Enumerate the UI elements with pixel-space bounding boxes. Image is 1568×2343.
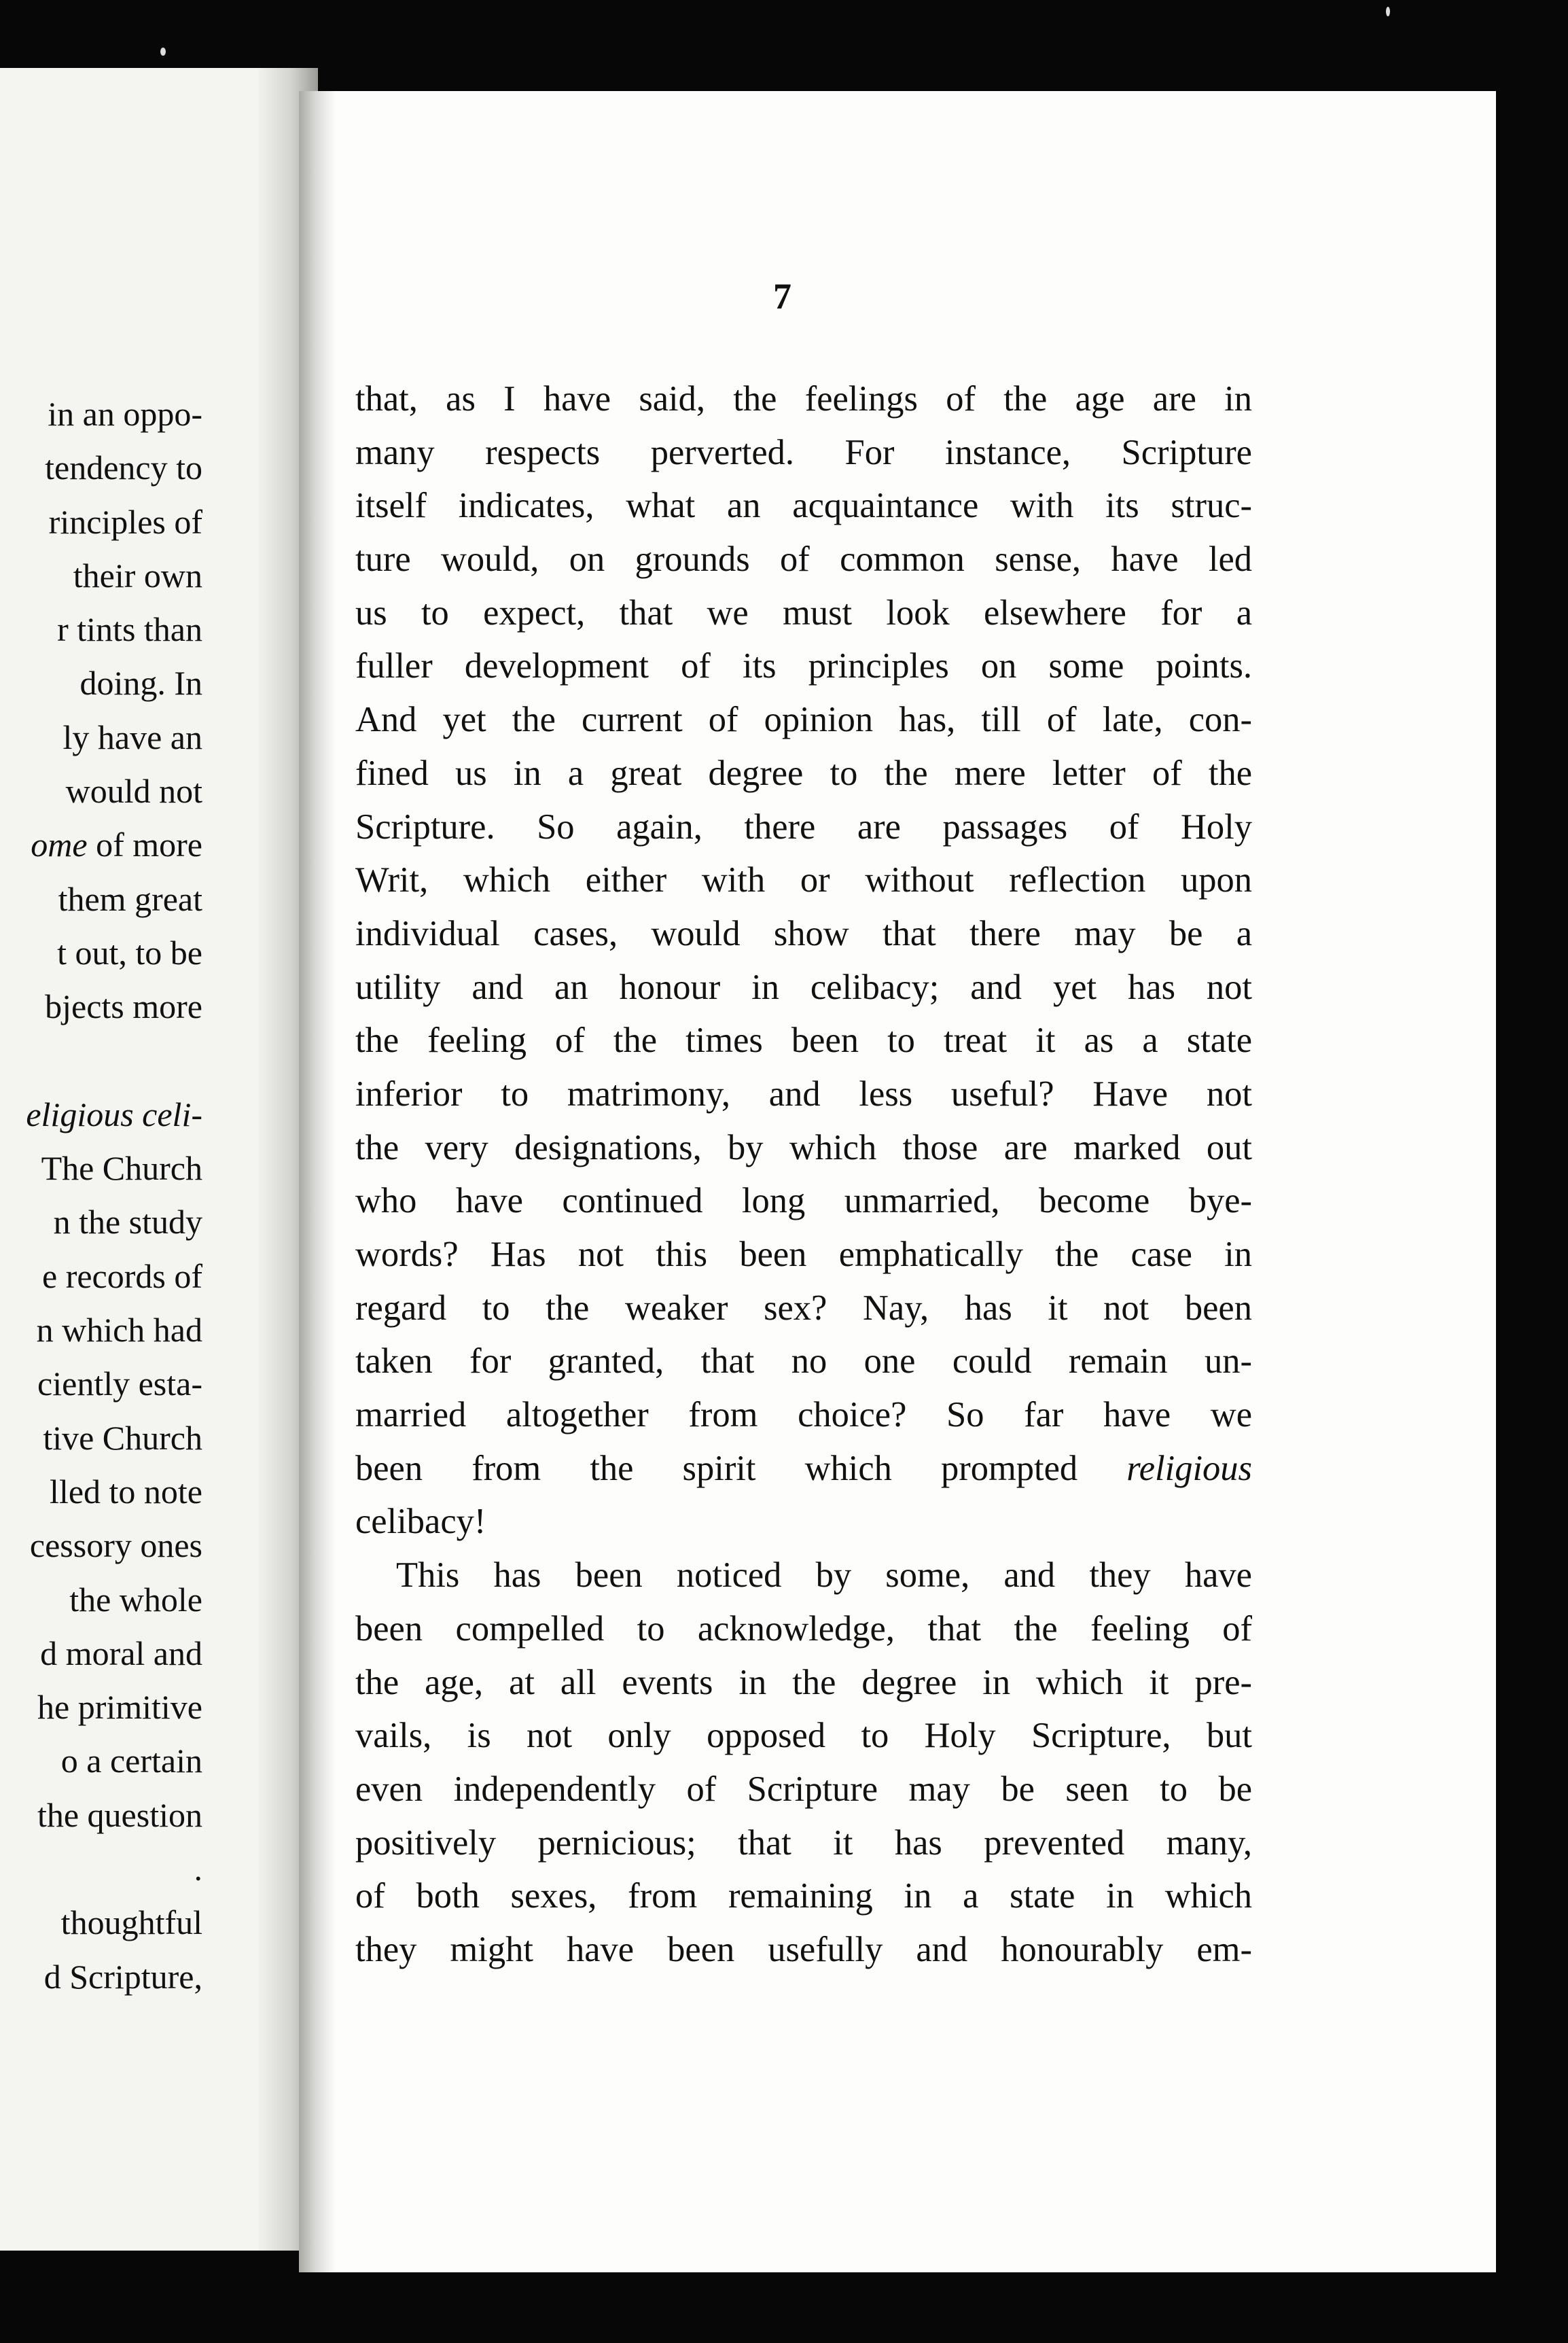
left-line: t out, to be (57, 933, 202, 972)
dust-speck (1386, 7, 1390, 16)
text-line: many respects perverted. For instance, Scripture (355, 432, 1252, 472)
left-line: d Scripture, (43, 1957, 202, 1996)
left-line: lled to note (50, 1472, 202, 1511)
text-line: fined us in a great degree to the mere letter of the (355, 753, 1252, 793)
left-line: bjects more (45, 987, 202, 1026)
left-line: would not (65, 772, 202, 811)
text-line: even independently of Scripture may be seen to be (355, 1769, 1252, 1809)
left-line: r tints than (57, 610, 202, 649)
left-line: rinciples of (48, 502, 202, 541)
text-line: married altogether from choice? So far have we (355, 1395, 1252, 1435)
body-text (355, 372, 1252, 1977)
text-line: ture would, on grounds of common sense, have led (355, 540, 1252, 580)
left-line: ome of more (31, 826, 202, 864)
text-line: the very designations, by which those are marked out (355, 1127, 1252, 1167)
text-line: the age, at all events in the degree in which it pre- (355, 1662, 1252, 1702)
left-line: . (194, 1850, 202, 1888)
text-line: of both sexes, from remaining in a state in which (355, 1876, 1252, 1916)
text-line: us to expect, that we must look elsewhere for a (355, 593, 1252, 633)
right-page-gutter-shadow (299, 91, 336, 2272)
left-line: the whole (69, 1580, 202, 1619)
left-line: tendency to (45, 448, 202, 487)
text-line: they might have been usefully and honourably em- (355, 1929, 1252, 1969)
left-page-text (26, 387, 202, 2004)
text-line: the feeling of the times been to treat it as a state (355, 1021, 1252, 1061)
text-line: that, as I have said, the feelings of the age are in (355, 379, 1252, 419)
text-line: utility and an honour in celibacy; and yet has not (355, 967, 1252, 1007)
left-line: cessory ones (29, 1526, 202, 1565)
left-line: the question (37, 1795, 202, 1834)
left-line: eligious celi- (26, 1095, 202, 1133)
text-line: inferior to matrimony, and less useful? Have not (355, 1074, 1252, 1114)
text-line: positively pernicious; that it has prevented many, (355, 1822, 1252, 1863)
text-line: words? Has not this been emphatically the case in (355, 1235, 1252, 1274)
left-line: d moral and (40, 1634, 202, 1672)
left-blank-line (26, 1034, 202, 1088)
text-line: This has been noticed by some, and they have (396, 1555, 1252, 1596)
italic-text: religious (1126, 1448, 1252, 1488)
left-line: ciently esta- (37, 1364, 202, 1403)
text-line: who have continued long unmarried, become bye- (355, 1181, 1252, 1221)
text-line: been compelled to acknowledge, that the feeling of (355, 1608, 1252, 1649)
left-line: their own (73, 556, 202, 595)
dust-speck (160, 48, 166, 56)
left-line: tive Church (43, 1418, 202, 1457)
left-line: e records of (42, 1256, 202, 1295)
left-line: in an oppo- (48, 395, 202, 433)
left-line: o a certain (60, 1742, 202, 1780)
left-line: them great (58, 879, 202, 918)
left-line: ly have an (63, 718, 202, 756)
text-line: individual cases, would show that there may be a (355, 913, 1252, 953)
text-line: And yet the current of opinion has, till of late, con- (355, 700, 1252, 740)
left-line: doing. In (79, 664, 202, 703)
text-line: Writ, which either with or without reflection upon (355, 860, 1252, 900)
text-line: vails, is not only opposed to Holy Scripture, but (355, 1716, 1252, 1756)
text-line: Scripture. So again, there are passages of Holy (355, 807, 1252, 847)
left-line: n the study (53, 1203, 202, 1241)
text-line: taken for granted, that no one could remain un- (355, 1341, 1252, 1381)
left-line: n which had (36, 1311, 202, 1350)
text-line: celibacy! (355, 1502, 486, 1542)
page-number: 7 (773, 276, 791, 317)
left-line: The Church (41, 1149, 202, 1188)
text-line: fuller development of its principles on some points. (355, 646, 1252, 686)
left-line: he primitive (37, 1688, 202, 1727)
left-line: thoughtful (60, 1903, 202, 1942)
text-line: regard to the weaker sex? Nay, has it not been (355, 1288, 1252, 1328)
text-line: itself indicates, what an acquaintance with its struc- (355, 486, 1252, 526)
left-page (0, 68, 318, 2251)
text-line: been from the spirit which prompted religious (355, 1448, 1252, 1488)
italic-text: ome (31, 826, 88, 864)
